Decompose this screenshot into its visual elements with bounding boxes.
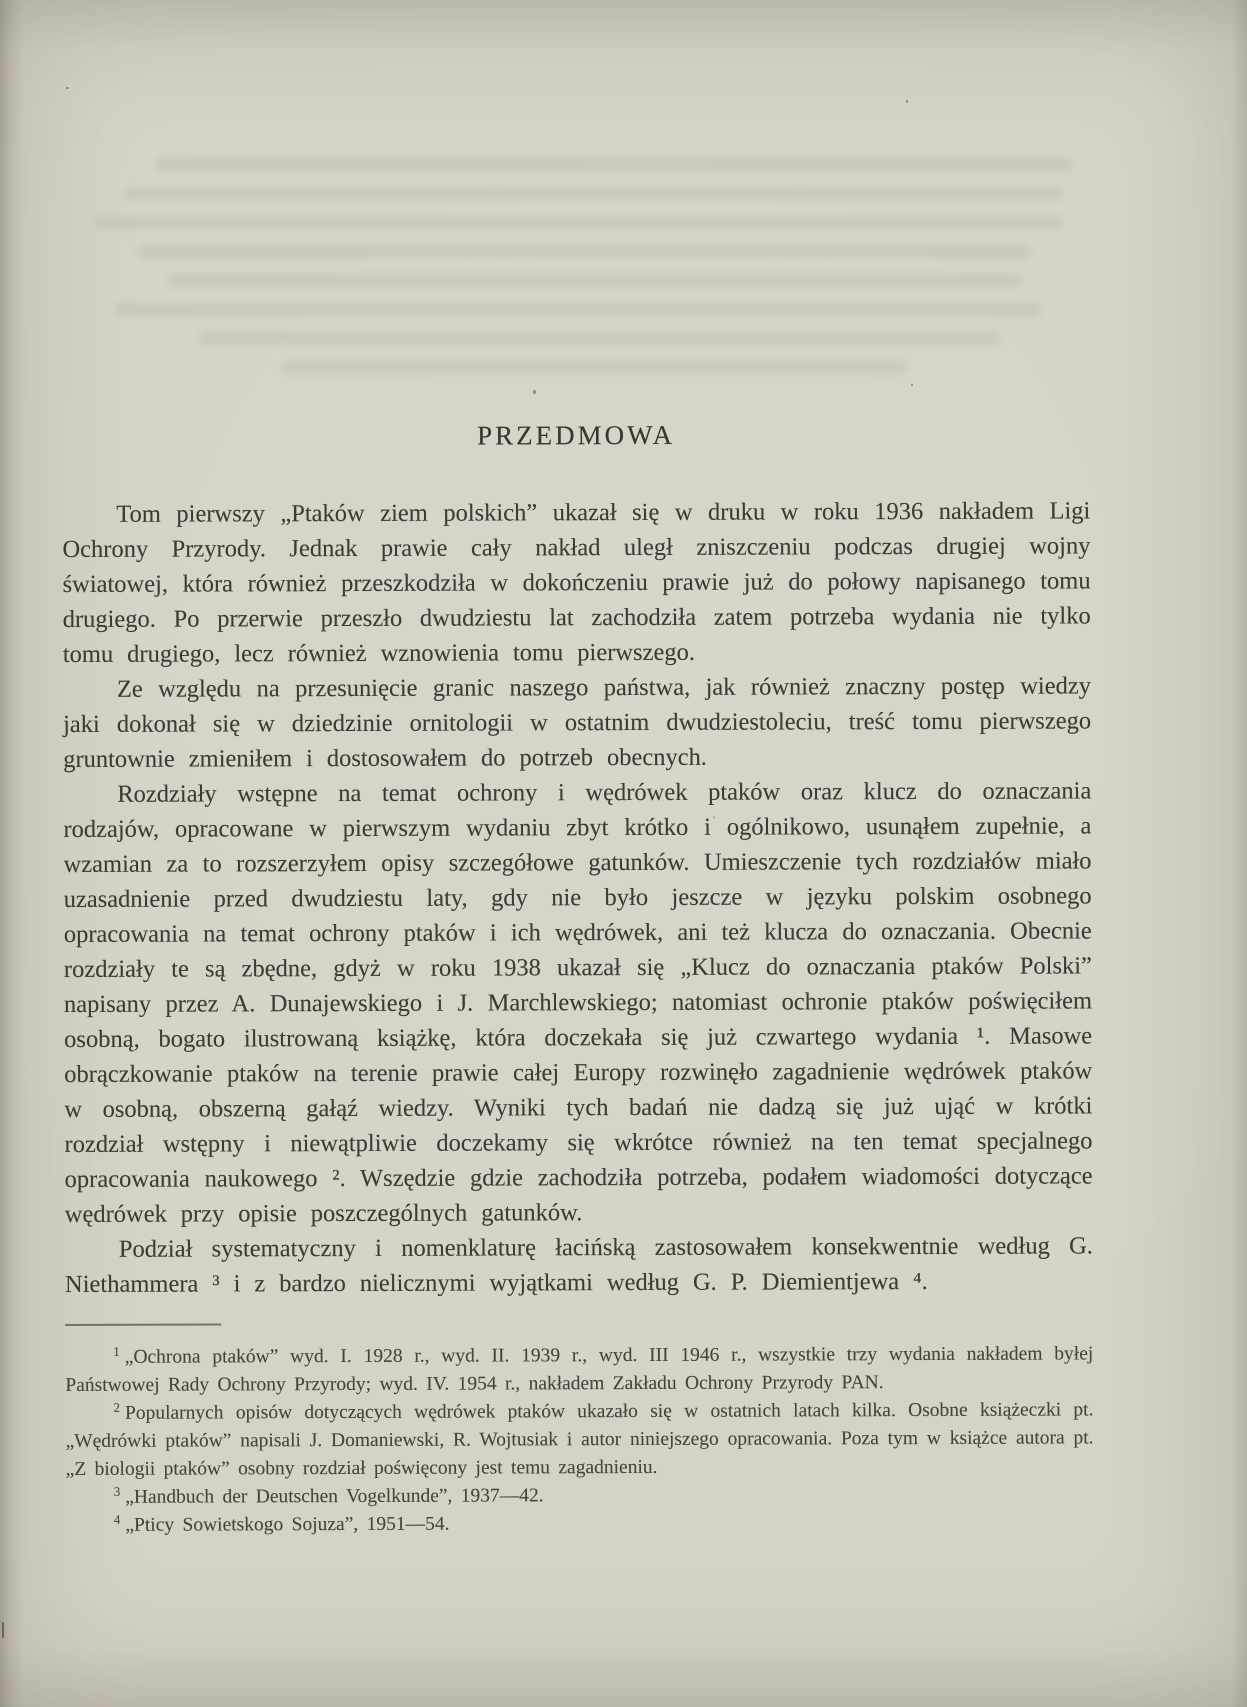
scan-speck <box>66 87 69 89</box>
scan-speck <box>911 384 913 386</box>
paragraph-4: Podział systematyczny i nomenklaturę łacińską zastosowałem konsekwentnie według G. Niethammera ³ i z bardzo nielicznymi wyjątkami według G. P. Diemientjewa ⁴. <box>64 1232 1093 1298</box>
footnote-text-4: „Pticy Sowietskogo Sojuza”, 1951—54. <box>125 1513 450 1536</box>
footnote-2 <box>65 1396 1093 1484</box>
footnote-marker-3: 3 <box>113 1483 121 1499</box>
bleed-line <box>282 361 906 374</box>
footnote-1 <box>65 1340 1093 1400</box>
scan-speck <box>533 390 536 394</box>
footnote-marker-1: 1 <box>113 1343 120 1359</box>
footnote-text-3: „Handbuch der Deutschen Vogelkunde”, 1937—42. <box>125 1485 544 1508</box>
footnote-text-1: „Ochrona ptaków” wyd. I. 1928 r., wyd. II. 1939 r., wyd. III 1946 r., wszystkie trzy wydania nakładem byłej Państwowej Rady Ochrony Przyrody; wyd. IV. 1954 r., nakładem Zakładu Ochrony Przyrody PAN. <box>65 1343 1094 1396</box>
page-content <box>62 418 1094 1540</box>
footnote-separator <box>65 1323 221 1326</box>
bleed-line <box>95 216 1062 229</box>
bleed-line <box>199 332 1000 345</box>
page-edge-mark <box>2 1622 4 1638</box>
footnote-text-2: Popularnych opisów dotyczących wędrówek ptaków ukazało się w ostatnich latach kilka. Osobne książeczki pt. „Wędrówki ptaków” napisali J. Domaniewski, R. Wojtusiak i autor niniejszego opracowania. Poza tym w książce autora pt. „Z biologii ptaków” osobny rozdział poświęcony jest temu zagadnieniu. <box>65 1399 1094 1480</box>
bleed-line <box>137 245 1031 258</box>
paragraph-1: Tom pierwszy „Ptaków ziem polskich” ukazał się w druku w roku 1936 nakładem Ligi Ochrony Przyrody. Jednak prawie cały nakład uległ zniszczeniu podczas drugiej wojny światowej, która również przeszkodziła w dokończeniu prawie już do połowy napisanego tomu drugiego. Po przerwie przeszło dwudziestu lat zachodziła zatem potrzeba wydania nie tylko tomu drugiego, lecz również wznowienia tomu pierwszego. <box>62 497 1091 668</box>
bleed-line <box>157 158 1072 171</box>
footnote-3 <box>66 1480 1094 1512</box>
scan-speck <box>906 100 908 103</box>
bleed-line <box>116 303 1042 316</box>
paragraph-3: Rozdziały wstępne na temat ochrony i wędrówek ptaków oraz klucz do oznaczania rodzajów, opracowane w pierwszym wydaniu zbyt krótko i ogólnikowo, usunąłem zupełnie, a wzamian za to rozszerzyłem opisy szczegółowe gatunków. Umieszczenie tych rozdziałów miało uzasadnienie przed dwudziestu laty, gdy nie było jeszcze w języku polskim osobnego opracowania na temat ochrony ptaków i ich wędrówek, ani też klucza do oznaczania. Obecnie rozdziały te są zbędne, gdyż w roku 1938 ukazał się „Klucz do oznaczania ptaków Polski” napisany przez A. Dunajewskiego i J. Marchlewskiego; natomiast ochronie ptaków poświęciłem osobną, bogato ilustrowaną książkę, która doczekała się już czwartego wydania ¹. Masowe obrączkowanie ptaków na terenie prawie całej Europy rozwinęło zagadnienie wędrówek ptaków w osobną, obszerną gałąź wiedzy. Wyniki tych badań nie dadzą się już ująć w krótki rozdział wstępny i niewątpliwie doczekamy się wkrótce również na ten temat specjalnego opracowania naukowego ². Wszędzie gdzie zachodziła potrzeba, podałem wiadomości dotyczące wędrówek przy opisie poszczególnych gatunków. <box>63 777 1093 1228</box>
page-title: PRZEDMOWA <box>476 419 676 451</box>
paragraph-2: Ze względu na przesunięcie granic naszego państwa, jak również znaczny postęp wiedzy jaki dokonał się w dziedzinie ornitologii w ostatnim dwudziestoleciu, treść tomu pierwszego gruntownie zmieniłem i dostosowałem do potrzeb obecnych. <box>63 672 1092 773</box>
bleed-line <box>168 274 1021 287</box>
footnote-4 <box>66 1508 1094 1540</box>
bleed-through-text <box>95 158 1135 390</box>
bleed-line <box>126 187 1062 200</box>
scan-speck <box>713 816 715 819</box>
scan-speck <box>1048 956 1051 958</box>
footnote-marker-2: 2 <box>113 1399 120 1415</box>
footnote-marker-4: 4 <box>113 1511 121 1527</box>
